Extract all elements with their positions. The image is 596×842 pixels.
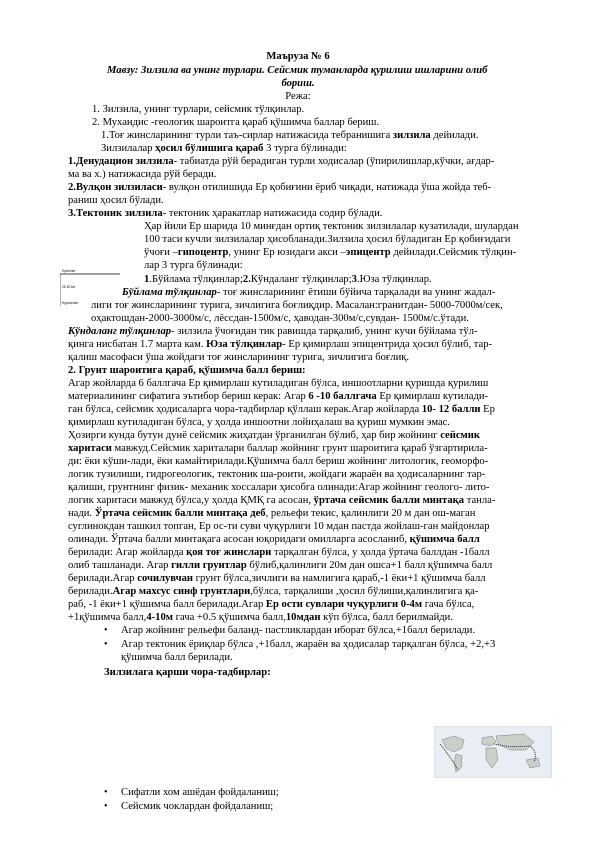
wave-line: Кўндаланг тўлқинлар- зилзила ўчоғидан тик равишда тарқалиб, унинг кучи бўйлама тўл- bbox=[68, 326, 478, 337]
section-2-line: логик тузилиши, гидрогеологик, тектоник ша-роити, жойдаги жараён ва ҳодисаларнинг тар- bbox=[68, 469, 486, 480]
tectonic-line: 100 таси кучли зилзилалар ҳисобланади.Зилзила ҳосил бўладиган Ер қобиғидаги bbox=[144, 234, 511, 245]
measures-title: Зилзилага қарши чора-тадбирлар: bbox=[104, 667, 271, 678]
section-2-line: қимирлаш кутиладиган бўлса, у ҳолда иншоотни лойиҳалаш ва қуриш мумкин эмас. bbox=[68, 417, 451, 428]
measure-item: Сейсмик чоклардан фойдаланиш; bbox=[121, 801, 274, 812]
section-2-line: логик харитаси мавжуд бўлса,у ҳолда ҚМҚ га асосан, ўртача сейсмик балли минтақа танла- bbox=[68, 495, 496, 506]
section-2-line: Ҳозирги кунда бутун дунё сейсмик жиҳатдан ўрганилган бўлиб, ҳар бир жойнинг сейсмик bbox=[68, 430, 480, 441]
bullet-dot: • bbox=[104, 625, 108, 636]
hypocenter-label: Hypocenter bbox=[62, 301, 79, 305]
section-2-line: суглинокдан ташкил топган, Ер ос-ти суви чуқурлиги 10 мдан пастда жойлаш-ган майдонлар bbox=[68, 521, 490, 532]
bullet-item: Агар тектоник ёриқлар бўлса ,+1балл, жараён ва ҳодисалар тарқалган бўлса, +2,+3 bbox=[121, 639, 496, 650]
intro-line: 1.Тоғ жинсларининг турли таъ-сирлар натижасида тебранишига зилзила дейилади. bbox=[101, 130, 479, 141]
topic-title-cont: бориш. bbox=[281, 78, 315, 89]
lecture-number: Маъруза № 6 bbox=[266, 51, 330, 62]
measure-item: Сифатли хом ашёдан фойдаланиш; bbox=[121, 787, 279, 798]
type-denudation-cont: ма ва х.) натижасида рўй беради. bbox=[68, 169, 217, 180]
bullet-dot: • bbox=[104, 787, 108, 798]
plan-item: 1. Зилзила, унинг турлари, сейсмик тўлқинлар. bbox=[92, 104, 305, 115]
tectonic-line: лар 3 турга бўлинади: bbox=[144, 260, 243, 271]
section-2-line: берилади.Агар сочилувчан грунт бўлса,зичлиги ва намлигига қараб,-1 ёки+1 қўшимча балл bbox=[68, 573, 486, 584]
tectonic-line: Ҳар йили Ер шарида 10 минғдан ортиқ тектоник зилзилалар кузатилади, шулардан bbox=[144, 221, 519, 232]
plan-heading: Режа: bbox=[285, 91, 311, 102]
type-volcanic-cont: раниш ҳосил бўлади. bbox=[68, 195, 164, 206]
section-2-line: раб, -1 ёки+1 қўшимча балл берилади.Агар Ер ости сувлари чуқурлиги 0-4м гача бўлса, bbox=[68, 599, 475, 610]
bullet-item-cont: қўшимча балл берилади. bbox=[121, 652, 233, 663]
tectonic-line: 1.Бўйлама тўлқинлар;2.Кўндаланг тўлқинлар;3.Юза тўлқинлар. bbox=[144, 274, 432, 285]
section-2-line: берилади: Агар жойларда қоя тоғ жинслари тарқалган бўлса, у ҳолда ўртача баллдан -1балл bbox=[68, 547, 490, 558]
wave-line: оҳактошдан-2000-3000м/с, лёссдан-1500м/с, ҳаводан-300м/с,сувдан- 1500м/с.ўтади. bbox=[91, 313, 469, 324]
section-2-line: қалиши, грунтнинг физик- механик хоссалари ҳисобга олинади:Агар жойнинг геологo- лито- bbox=[68, 482, 490, 493]
bullet-dot: • bbox=[104, 801, 108, 812]
bullet-dot: • bbox=[104, 639, 108, 650]
section-2-line: олинади. Ўртача балли минтақага асосан юқоридаги омилларга асосланиб, қўшимча балл bbox=[68, 534, 480, 545]
bullet-item: Агар жойнинг рельефи баланд- пастликлардан иборат бўлса,+1балл берилади. bbox=[121, 625, 476, 636]
wave-line: Бўйлама тўлқинлар- тоғ жинсларининг ётиши бўйича тарқалади ва унинг жадал- bbox=[122, 287, 496, 298]
section-2-line: берилади.Агар махсус синф грунтлари,бўлса, тарқалиши ,ҳосил бўлиши,қалинлигига қа- bbox=[68, 586, 479, 597]
topic-title: Мавзу: Зилзила ва унинг турлари. Сейсмик туманларда қурилиш ишларини олиб bbox=[107, 65, 488, 76]
type-volcanic: 2.Вулқон зилзиласи- вулқон отилишида Ер қобиғини ёриб чиқади, натижада ўша жойда теб- bbox=[68, 182, 492, 193]
epicenter-label: Epicenter bbox=[62, 269, 76, 273]
section-2-title: 2. Грунт шароитига қараб, қўшимча балл бериш: bbox=[68, 365, 306, 376]
type-tectonic: 3.Тектоник зилзила- тектоник ҳаракатлар натижасида содир бўлади. bbox=[68, 208, 383, 219]
section-2-line: +1қўшимча балл,4-10м гача +0.5 қўшимча балл,10мдан кўп бўлса, балл берилмайди. bbox=[68, 612, 453, 623]
section-2-line: материалининг сифатига эътибор бериш керак: Агар 6 -10 баллгача Ер қимирлаш кутилади- bbox=[68, 391, 489, 402]
plan-item: 2. Мухандис -геологик шароитга қараб қўшимча баллар бериш. bbox=[92, 117, 380, 128]
section-2-line: нади. Ўртача сейсмик балли минтақа деб, рельефи текис, қалинлиги 20 м дан ош-маган bbox=[68, 508, 476, 519]
intro-line: Зилзилалар ҳосил бўлишига қараб 3 турга бўлинади: bbox=[101, 143, 347, 154]
wave-line: қалиш масофаси ўша жойдаги тоғ жинсларининг турига, зичлигига боғлиқ. bbox=[68, 352, 410, 363]
section-2-line: харитаси мавжуд.Сейсмик хариталари баллар жойнинг грунт шароитига қараб ўзгартирила- bbox=[68, 443, 488, 454]
type-denudation: 1.Денудацион зилзила- табиатда рўй берадиган турли ходисалар (ўпирилишлар,кўчки, ағдар- bbox=[68, 156, 495, 167]
section-2-line: ган бўлса, сейсмик ҳодисаларга чора-тадбирлар қўллаш керак.Агар жойларда 10- 12 балли Ер bbox=[68, 404, 495, 415]
depth-label: 25-30 km bbox=[62, 285, 76, 289]
wave-line: лиги тоғ жинсларининг турига, зичлигига боғлиқдир. Масалан:гранитдан- 5000-7000м/сек, bbox=[91, 300, 503, 311]
section-2-line: олиб ташланади. Агар гилли грунтлар бўлиб,қалинлиги 20м дан ошса+1 балл қўшимча балл bbox=[68, 560, 493, 571]
section-2-line: Агар жойларда 6 баллгача Ер қимирлаш кутиладиган бўлса, иншоотларни қуришда қурилиш bbox=[68, 378, 489, 389]
wave-line: қинга нисбатан 1.7 марта кам. Юза тўлқинлар- Ер қимирлаш эпицентрида ҳосил бўлиб, тар- bbox=[68, 339, 493, 350]
world-seismic-map bbox=[434, 726, 552, 778]
section-2-line: ди: ёки кўши-лади, ёки камайтирилади.Қўшимча балл бериш жойнинг литологик, геоморфо- bbox=[68, 456, 489, 467]
tectonic-line: ўчоғи –гипоцентр, унинг Ер юзидаги акси –эпицентр дейилади.Сейсмик тўлқин- bbox=[144, 247, 517, 258]
